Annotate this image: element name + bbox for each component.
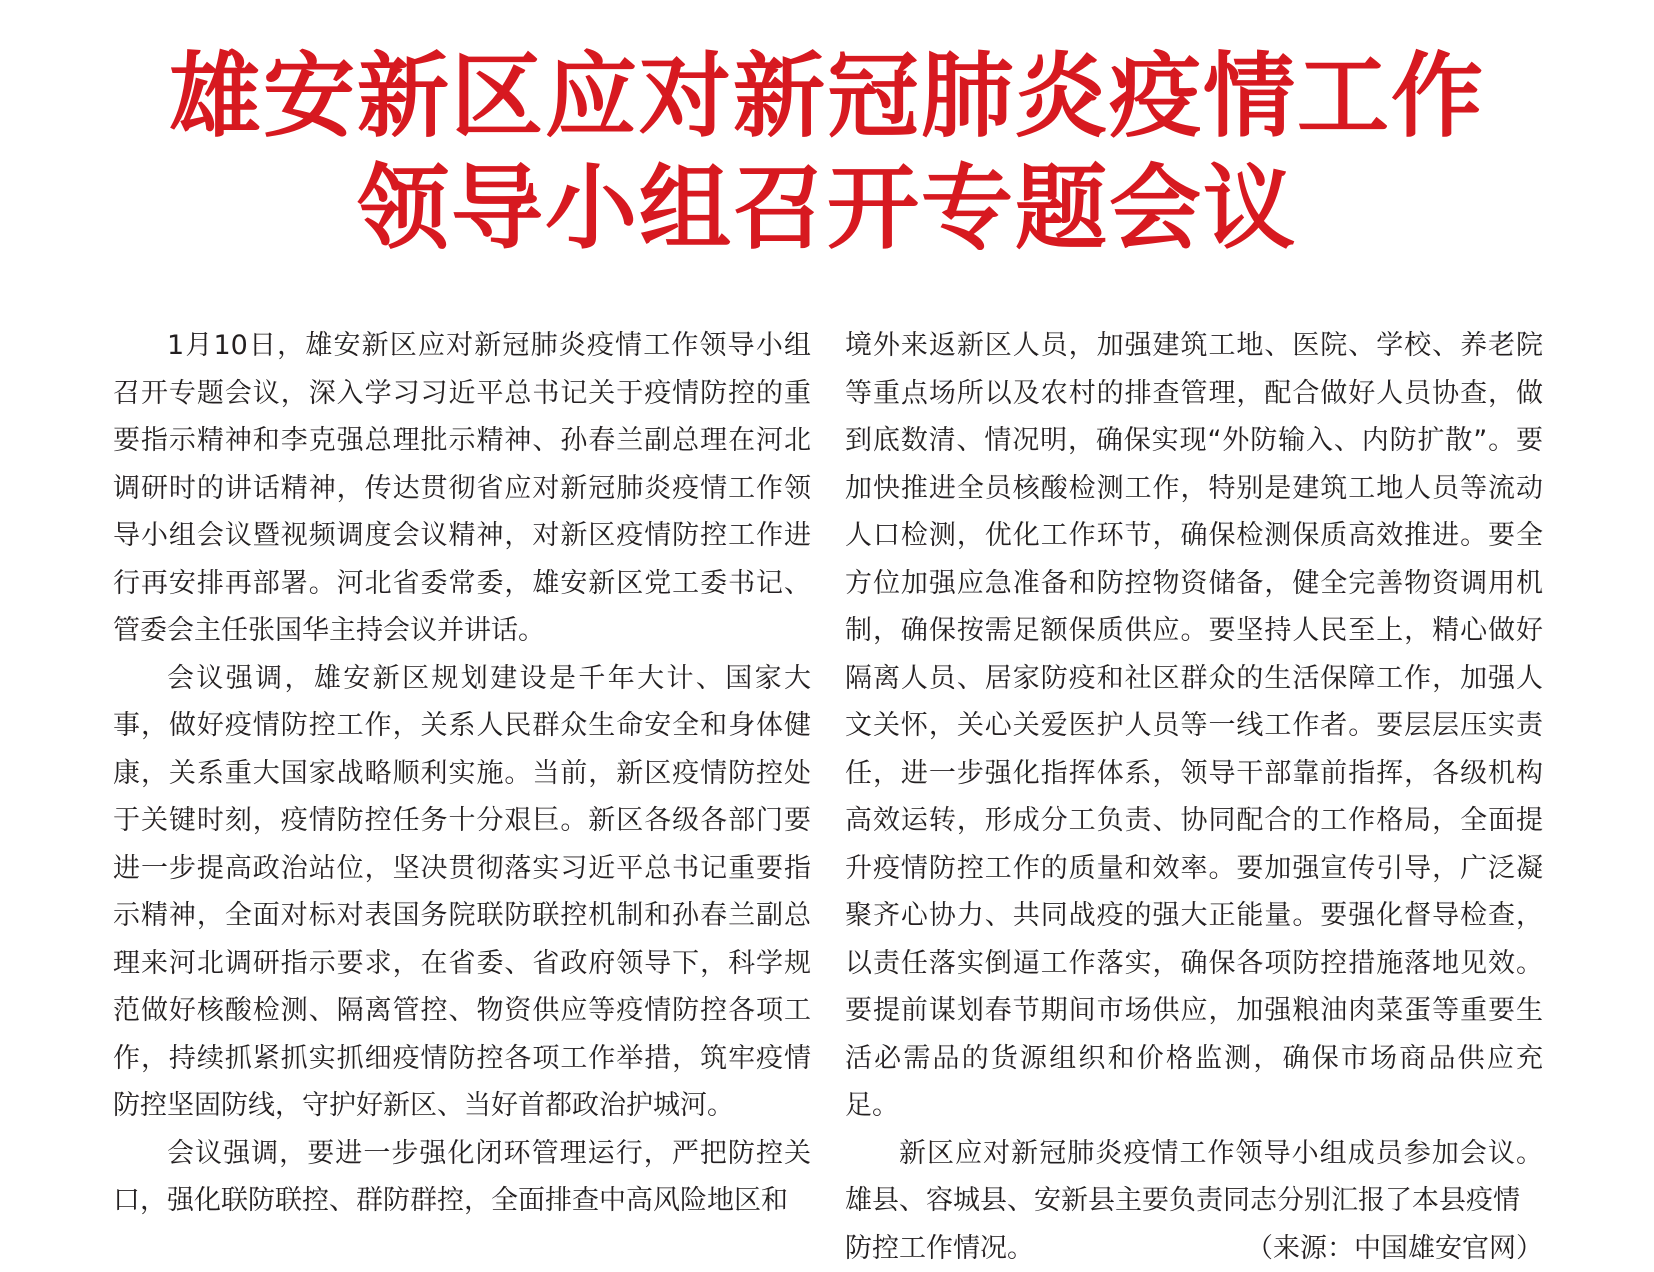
article-paragraph-2: 会议强调，雄安新区规划建设是千年大计、国家大事，做好疫情防控工作，关系人民群众生命安全和身体健康，关系重大国家战略顺利实施。当前，新区疫情防控处于关键时刻，疫情防控任务十分艰巨。新区各级各部门要进一步提高政治站位，坚决贯彻落实习近平总书记重要指示精神，全面对标对表国务院联防联控机制和孙春兰副总理来河北调研指示要求，在省委、省政府领导下，科学规范做好核酸检测、隔离管控、物资供应等疫情防控各项工作，持续抓紧抓实抓细疫情防控各项工作举措，筑牢疫情防控坚固防线，守护好新区、当好首都政治护城河。 [113,655,811,1130]
article-closing-line [845,1225,1543,1272]
article-paragraph-3-start: 会议强调，要进一步强化闭环管理运行，严把防控关口，强化联防联控、群防群控，全面排查中高风险地区和 [113,1130,811,1225]
headline-line-1: 雄安新区应对新冠肺炎疫情工作 [0,40,1654,152]
headline-line-2: 领导小组召开专题会议 [0,152,1654,264]
article-paragraph-4-tail: 防控工作情况。 [845,1225,1034,1272]
article-column-right [845,322,1543,1272]
article-paragraph-3-continued: 境外来返新区人员，加强建筑工地、医院、学校、养老院等重点场所以及农村的排查管理，配合做好人员协查，做到底数清、情况明，确保实现“外防输入、内防扩散”。要加快推进全员核酸检测工作，特别是建筑工地人员等流动人口检测，优化工作环节，确保检测保质高效推进。要全方位加强应急准备和防控物资储备，健全完善物资调用机制，确保按需足额保质供应。要坚持人民至上，精心做好隔离人员、居家防疫和社区群众的生活保障工作，加强人文关怀，关心关爱医护人员等一线工作者。要层层压实责任，进一步强化指挥体系，领导干部靠前指挥，各级机构高效运转，形成分工负责、协同配合的工作格局，全面提升疫情防控工作的质量和效率。要加强宣传引导，广泛凝聚齐心协力、共同战疫的强大正能量。要强化督导检查，以责任落实倒逼工作落实，确保各项防控措施落地见效。要提前谋划春节期间市场供应，加强粮油肉菜蛋等重要生活必需品的货源组织和价格监测，确保市场商品供应充足。 [845,322,1543,1130]
article-paragraph-4: 新区应对新冠肺炎疫情工作领导小组成员参加会议。雄县、容城县、安新县主要负责同志分别汇报了本县疫情 [845,1130,1543,1225]
headline [0,40,1654,264]
article-source: （来源：中国雄安官网） [1246,1225,1543,1272]
article-column-left [113,322,811,1225]
article-paragraph-1: 1月10日，雄安新区应对新冠肺炎疫情工作领导小组召开专题会议，深入学习习近平总书记关于疫情防控的重要指示精神和李克强总理批示精神、孙春兰副总理在河北调研时的讲话精神，传达贯彻省应对新冠肺炎疫情工作领导小组会议暨视频调度会议精神，对新区疫情防控工作进行再安排再部署。河北省委常委，雄安新区党工委书记、管委会主任张国华主持会议并讲话。 [113,322,811,655]
